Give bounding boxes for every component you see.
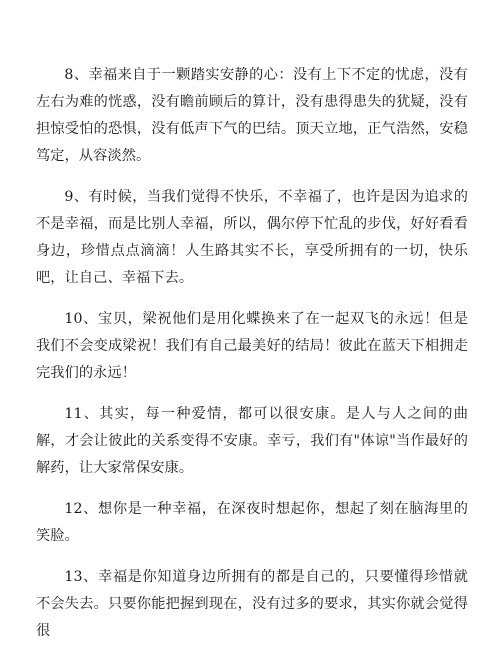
paragraph-10: 10、宝贝，梁祝他们是用化蝶换来了在一起双飞的永远！但是我们不会变成梁祝！我们有自己最美好的结局！彼此在蓝天下相拥走完我们的永远！: [36, 311, 468, 381]
paragraph-12: 12、想你是一种幸福，在深夜时想起你，想起了刻在脑海里的笑脸。: [36, 501, 468, 544]
paragraph-13: 13、幸福是你知道身边所拥有的都是自己的，只要懂得珍惜就不会失去。只要你能把握到现在，没有过多的要求，其实你就会觉得很: [36, 569, 468, 639]
paragraph-9: 9、有时候，当我们觉得不快乐，不幸福了，也许是因为追求的不是幸福，而是比别人幸福，所以，偶尔停下忙乱的步伐，好好看看身边，珍惜点点滴滴！人生路其实不长，享受所拥有的一切，快乐吧，让自己、幸福下去。: [36, 189, 468, 286]
paragraph-8: 8、幸福来自于一颗踏实安静的心：没有上下不定的忧虑，没有左右为难的恍惑，没有瞻前顾后的算计，没有患得患失的犹疑，没有担惊受怕的恐惧，没有低声下气的巴结。顶天立地，正气浩然，安稳笃定，从容淡然。: [36, 67, 468, 164]
article-body: [36, 62, 468, 659]
paragraph-11: 11、其实，每一种爱情，都可以很安康。是人与人之间的曲解，才会让彼此的关系变得不安康。幸亏，我们有"体谅"当作最好的解药，让大家常保安康。: [36, 406, 468, 476]
